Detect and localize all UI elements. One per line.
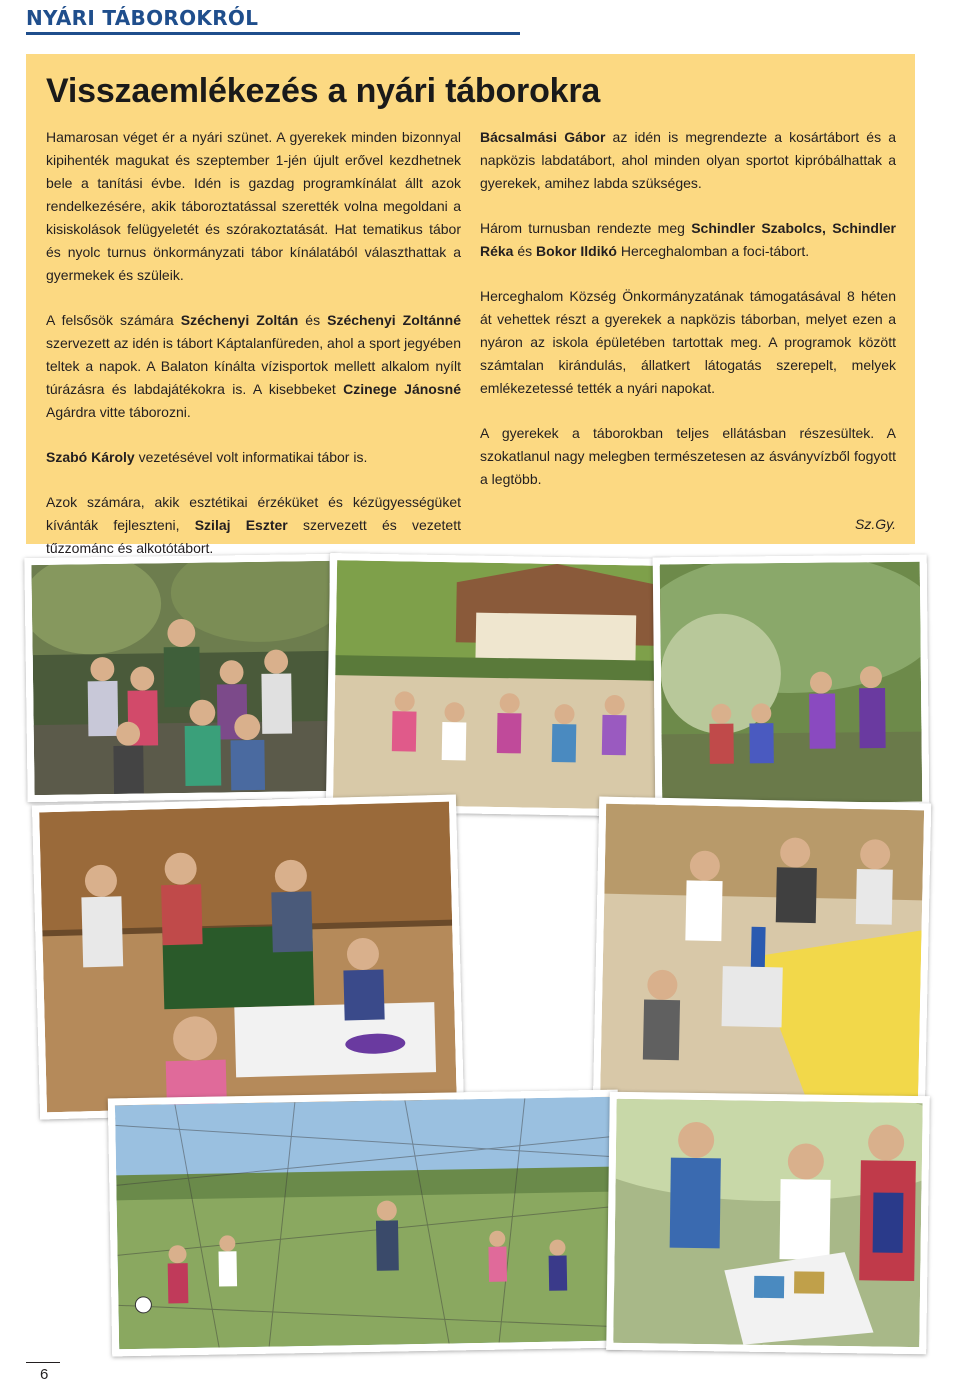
- article-paragraph: [480, 285, 896, 400]
- paragraph-text: és: [513, 243, 537, 259]
- person-name: Czinege Jánosné: [343, 381, 461, 397]
- article-paragraph: [480, 126, 896, 195]
- article-paragraph: [480, 422, 896, 491]
- paragraph-text: Herceghalom Község Önkormányzatának támogatásával 8 héten át vehettek részt a gyerekek a napközis táborban, melyet ezen a nyáron az iskola épületében tartottak meg. A programok között számtalan kirándulás, állatkert látogatás szerepelt, melyek emlékezetessé tették a nyári napokat.: [480, 288, 896, 396]
- paragraph-text: Herceghalomban a foci-tábort.: [616, 243, 810, 259]
- paragraph-text: szervezett az idén is tábort Káptalanfüreden, ahol a sport jegyében teltek a napok. A Balaton kínálta vízisportok mellett alkalom nyílt túrázásra és labdajátékokra is. A kisebbeket: [46, 335, 461, 397]
- article-paragraph: [46, 491, 461, 560]
- person-name: Szabó Károly: [46, 449, 135, 465]
- photo-group-portrait: [24, 554, 339, 802]
- paragraph-text: Agárdra vitte táborozni.: [46, 404, 191, 420]
- paragraph-text: A felsősök számára: [46, 312, 181, 328]
- person-name: Schindler Szabolcs, Schindler Réka: [480, 220, 896, 259]
- article-title: Visszaemlékezés a nyári táborokra: [46, 72, 601, 110]
- paragraph-text: és: [298, 312, 328, 328]
- photo-playground-exercise: [326, 553, 669, 817]
- paragraph-text: Azok számára, akik esztétikai érzéküket és kézügyességüket kívánták fejleszteni,: [46, 494, 461, 533]
- author-signature: Sz.Gy.: [855, 516, 896, 532]
- paragraph-text: Hamarosan véget ér a nyári szünet. A gyerekek minden bizonnyal kipihenték magukat és szeptember 1-jén újult erővel kezdhetnek bele a tanítási évbe. Idén is gazdag programkínálat állt azok rendelkezésére, akik táboroztatással szerették volna megoldani a kisiskolások felügyeletét és szórakoztatását. Hat tematikus tábor és nyolc turnus önkormányzati tábor kínálatából választhattak a gyermekek és szüleik.: [46, 129, 461, 283]
- page-number: 6: [40, 1366, 49, 1383]
- person-name: Bácsalmási Gábor: [480, 129, 606, 145]
- article-paragraph: [46, 309, 461, 424]
- paragraph-text: Három turnusban rendezte meg: [480, 220, 692, 236]
- section-title-underline: [26, 32, 520, 35]
- person-name: Széchenyi Zoltán: [180, 312, 299, 328]
- article-box: [26, 54, 915, 556]
- paragraph-text: vezetésével volt informatikai tábor is.: [134, 449, 368, 465]
- page-number-rule: [26, 1362, 60, 1363]
- paragraph-text: szervezett és vezetett tűzzománc és alkotótábort.: [46, 517, 462, 556]
- person-name: Széchenyi Zoltánné: [327, 312, 461, 328]
- section-title: NYÁRI TÁBOROKRÓL: [26, 6, 259, 30]
- article-paragraph: [46, 126, 461, 287]
- photo-indoor-tables: [32, 795, 464, 1120]
- article-column-left: [46, 126, 461, 582]
- person-name: Bokor Ildikó: [536, 243, 617, 259]
- paragraph-text: A gyerekek a táborokban teljes ellátásban részesültek. A szokatlanul nagy melegben természetesen az ásványvízből fogyott a legtöbb.: [480, 425, 896, 487]
- photo-football-field: [108, 1090, 622, 1357]
- article-paragraph: [46, 446, 461, 469]
- article-column-right: [480, 126, 896, 558]
- article-paragraph: [480, 217, 896, 263]
- photo-board-game: [593, 797, 932, 1118]
- person-name: Szilaj Eszter: [194, 517, 288, 533]
- paragraph-text: az idén is megrendezte a kosártábort és a napközis labdatábort, ahol minden olyan sportot kipróbálhattak a gyerekek, amihez labda szükséges.: [480, 129, 896, 191]
- photo-garden-group: [653, 555, 930, 812]
- photo-sticker-album: [606, 1092, 930, 1354]
